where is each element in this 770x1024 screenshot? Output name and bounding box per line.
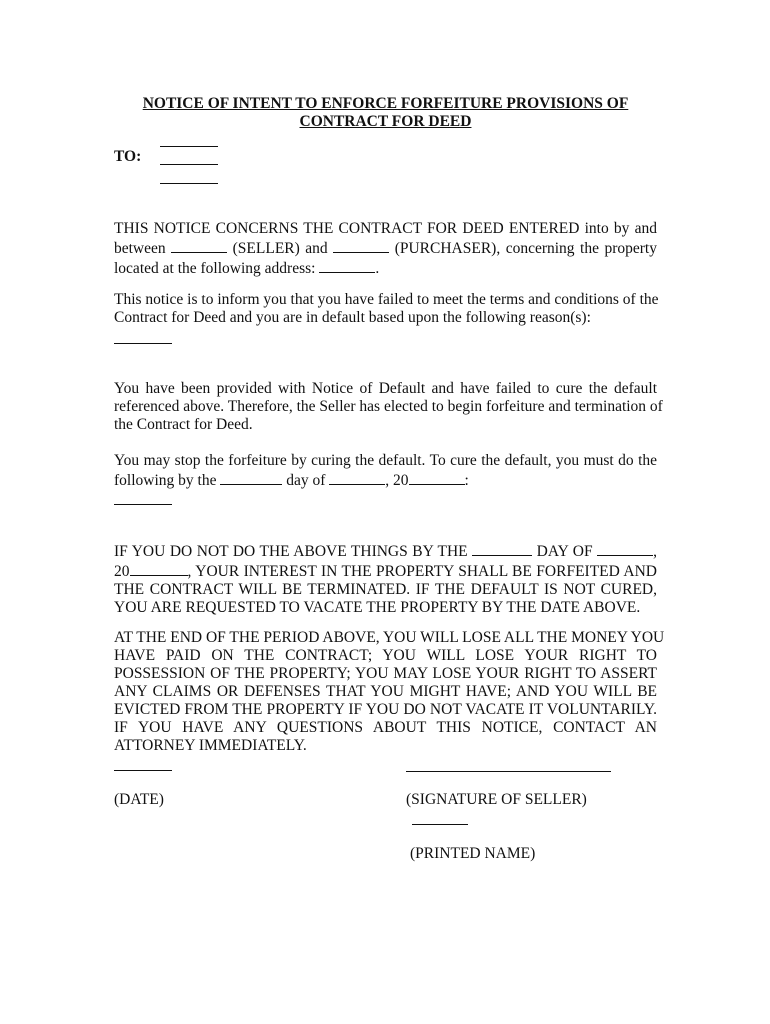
purchaser-name-blank[interactable]	[333, 238, 389, 253]
contract-line-1: THIS NOTICE CONCERNS THE CONTRACT FOR DEED ENTERED into by and	[114, 220, 657, 237]
to-blank-line-3[interactable]	[160, 183, 218, 184]
deadline-line-1	[114, 541, 657, 561]
to-blank-line-1[interactable]	[160, 146, 218, 147]
warning-line-5: EVICTED FROM THE PROPERTY IF YOU DO NOT VACATE IT VOLUNTARILY.	[114, 701, 657, 718]
notice-paragraph	[114, 380, 663, 434]
deadline-year-blank[interactable]	[130, 561, 188, 576]
date-blank-line[interactable]	[114, 770, 172, 771]
date-label: (DATE)	[114, 791, 164, 808]
contract-line-2-start: between	[114, 240, 166, 257]
cure-line-2-colon: :	[464, 472, 469, 489]
contract-line-2-seller: (SELLER) and	[232, 240, 328, 257]
deadline-line-4: YOU ARE REQUESTED TO VACATE THE PROPERTY BY THE DATE ABOVE.	[114, 599, 641, 616]
deadline-line-2	[114, 561, 657, 581]
cure-paragraph	[114, 452, 657, 490]
notice-line-3: the Contract for Deed.	[114, 416, 253, 433]
contract-line-3	[114, 258, 657, 278]
warning-paragraph	[114, 629, 665, 755]
deadline-month-blank[interactable]	[597, 541, 653, 556]
seller-name-blank[interactable]	[171, 238, 227, 253]
cure-year-blank[interactable]	[409, 470, 465, 485]
cure-action-blank-line[interactable]	[114, 504, 172, 505]
notice-line-2: referenced above. Therefore, the Seller has elected to begin forfeiture and termination of	[114, 398, 663, 415]
contract-line-2	[114, 238, 657, 258]
printed-name-label: (PRINTED NAME)	[410, 845, 536, 862]
cure-line-2	[114, 470, 657, 490]
deadline-line-1-comma: ,	[653, 543, 658, 560]
printed-name-blank-line[interactable]	[412, 824, 468, 825]
default-line-1: This notice is to inform you that you have failed to meet the terms and conditions of the	[114, 291, 659, 308]
contract-line-3-address-label: located at the following address:	[114, 260, 316, 277]
contract-paragraph	[114, 220, 657, 278]
cure-line-2-start: following by the	[114, 472, 217, 489]
default-line-2: Contract for Deed and you are in default based upon the following reason(s):	[114, 309, 591, 326]
cure-day-blank[interactable]	[220, 470, 282, 485]
reason-blank-line[interactable]	[114, 343, 172, 344]
deadline-line-1-dayof: DAY OF	[536, 543, 593, 560]
contract-line-2-purchaser: (PURCHASER), concerning the property	[394, 240, 657, 257]
seller-signature-label: (SIGNATURE OF SELLER)	[406, 791, 587, 808]
to-label: TO:	[114, 148, 142, 165]
warning-line-1: AT THE END OF THE PERIOD ABOVE, YOU WILL LOSE ALL THE MONEY YOU	[114, 629, 665, 646]
warning-line-6: IF YOU HAVE ANY QUESTIONS ABOUT THIS NOTICE, CONTACT AN	[114, 719, 657, 736]
deadline-paragraph	[114, 541, 657, 617]
warning-line-2: HAVE PAID ON THE CONTRACT; YOU WILL LOSE YOUR RIGHT TO	[114, 647, 657, 664]
to-blank-line-2[interactable]	[160, 164, 218, 165]
cure-month-blank[interactable]	[329, 470, 385, 485]
title-line-2: CONTRACT FOR DEED	[299, 113, 472, 130]
notice-line-1: You have been provided with Notice of Default and have failed to cure the default	[114, 380, 657, 397]
address-blank[interactable]	[319, 258, 375, 273]
warning-line-7: ATTORNEY IMMEDIATELY.	[114, 737, 307, 754]
cure-line-1: You may stop the forfeiture by curing the default. To cure the default, you must do the	[114, 452, 657, 469]
document-title	[114, 95, 657, 131]
warning-line-3: POSSESSION OF THE PROPERTY; YOU MAY LOSE YOUR RIGHT TO ASSERT	[114, 665, 657, 682]
deadline-line-3: THE CONTRACT WILL BE TERMINATED. IF THE DEFAULT IS NOT CURED,	[114, 581, 657, 598]
deadline-line-2-rest: , YOUR INTEREST IN THE PROPERTY SHALL BE FORFEITED AND	[187, 563, 657, 580]
cure-line-2-year: , 20	[385, 472, 409, 489]
deadline-line-2-year: 20	[114, 563, 130, 580]
cure-line-2-dayof: day of	[286, 472, 326, 489]
contract-line-3-period: .	[375, 260, 380, 277]
deadline-day-blank[interactable]	[472, 541, 532, 556]
seller-signature-line[interactable]	[406, 771, 611, 772]
title-line-1: NOTICE OF INTENT TO ENFORCE FORFEITURE PROVISIONS OF	[142, 95, 629, 112]
default-paragraph	[114, 291, 657, 327]
warning-line-4: ANY CLAIMS OR DEFENSES THAT YOU MIGHT HAVE; AND YOU WILL BE	[114, 683, 657, 700]
deadline-line-1-start: IF YOU DO NOT DO THE ABOVE THINGS BY THE	[114, 543, 468, 560]
